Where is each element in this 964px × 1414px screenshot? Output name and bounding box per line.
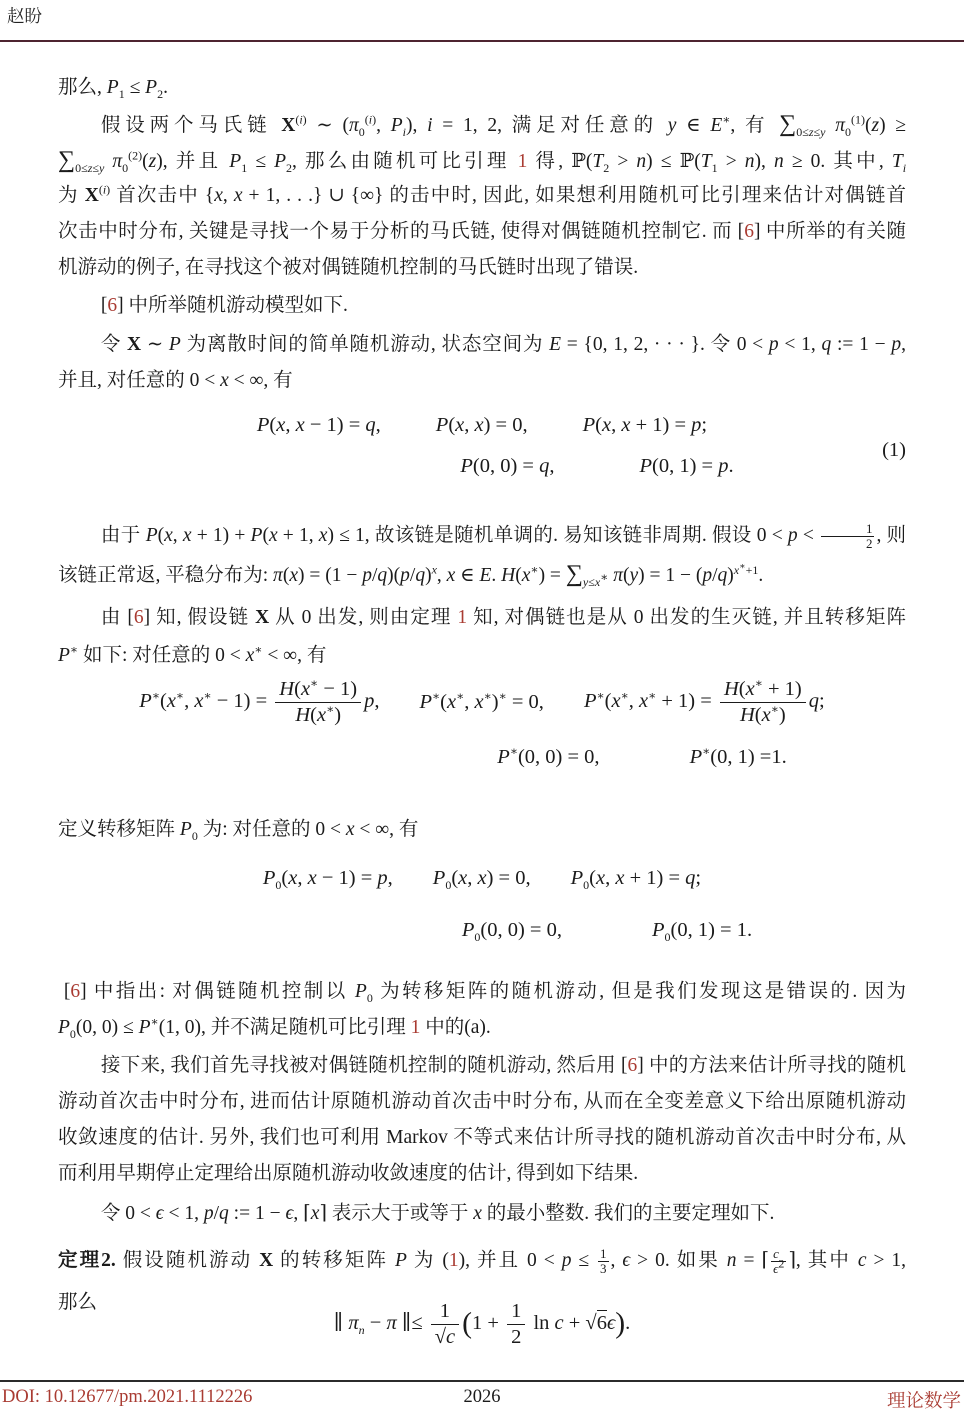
running-header-author: 赵盼: [7, 6, 42, 26]
footer-page-number: 2026: [463, 1387, 501, 1407]
citation-link[interactable]: 6: [744, 221, 754, 242]
equation-term: P∗(0, 0) = 0,: [497, 744, 600, 768]
text-line: 由于 P(x, x + 1) + P(x + 1, x) ≤ 1, 故该链是随机单调的. 易知该链非周期. 假设 0 < p < $\frac{1}{2}$ , 则: [100, 521, 907, 552]
text-line: [6] 中指出: 对偶链随机控制以 $P_0$ 为转移矩阵的随机游动, 但是我们发现这是错误的. 因为: [63, 981, 906, 1005]
header-rule: [0, 40, 964, 42]
equation-number: (1): [882, 439, 906, 462]
equation-term: $P_0(0$, 1) = 1.: [652, 918, 753, 944]
text-line: 游动首次击中时分布, 进而估计原随机游动首次击中时分布, 从而在全变差意义下给出原随机游动: [58, 1091, 906, 1112]
text-line: 令 X ∼ P 为离散时间的简单随机游动, 状态空间为 E = {0, 1, 2, · · · }. 令 0 < p < 1, q := 1 − p,: [100, 334, 907, 355]
text-line: 由 [6] 知, 假设链 X 从 0 出发, 则由定理 1 知, 对偶链也是从 0 出发的生灭链, 并且转移矩阵: [100, 607, 906, 628]
citation-link[interactable]: 6: [107, 295, 118, 316]
paragraph-define-p0: 定义转移矩阵 $P_0$ 为: 对任意的 0 < x < ∞, 有: [58, 819, 419, 843]
equation-term: $P_0(x$, x + 1) = q;: [570, 867, 702, 893]
text-line: 次击中时分布, 关键是寻找一个易于分析的马氏链, 使得对偶链随机控制它. 而 [6] 中所举的有关随: [58, 221, 906, 242]
footer-rule: [0, 1380, 964, 1382]
equation-term: P∗(x∗, x∗)∗ = 0,: [419, 688, 544, 713]
equation-row: [218, 745, 964, 771]
equation-row: [58, 866, 906, 892]
equation-row: [58, 678, 906, 727]
footer-journal-name: 理论数学: [886, 1392, 961, 1412]
text-line: 那么: [58, 1292, 98, 1313]
equation-term: P(x, x + 1) = p;: [582, 414, 708, 436]
display-equation-final: [58, 1300, 906, 1349]
display-equation-p0: [58, 866, 906, 943]
citation-link[interactable]: 6: [627, 1055, 638, 1076]
citation-link[interactable]: 1: [448, 1250, 459, 1271]
text-line: 该链正常返, 平稳分布为: $\pi(x) = (1 - p/q)(p/q)^x$, x ∈ E. $H(x^∗) = \sum_{y\le x^∗}$ $\pi(y) = 1 - (p/q)^{x^∗+1}$.: [58, 561, 764, 589]
text-line: 并且, 对任意的 0 < x < ∞, 有: [58, 370, 293, 391]
display-equation-p-star: [58, 678, 906, 771]
text-line: 为 $X^{(i)}$ 首次击中 {x, x + 1, . . .} ∪ {∞} 的击中时, 因此, 如果想利用随机可比引理来估计对偶链首: [58, 182, 906, 206]
citation-link[interactable]: 6: [70, 981, 81, 1002]
display-equation-1: [58, 413, 906, 489]
equation-row: [173, 454, 964, 480]
equation-term: P∗(0, 1) =1.: [689, 744, 787, 768]
equation-term: P(0, 0) = q,: [460, 454, 555, 477]
text-line: 定理2. 假设随机游动 X 的转移矩阵 P 为 (1), 并且 0 < p ≤ $\frac{1}{3}$ , ϵ > 0. 如果 n = ⌈ $\frac{c}{\epsilon^2}$ ⌉, 其中 c > 1,: [58, 1246, 907, 1277]
text-line: P∗ 如下: 对任意的 0 < x∗ < ∞, 有: [58, 642, 327, 666]
citation-link[interactable]: 1: [517, 151, 528, 172]
equation-term: P∗(x∗, x∗ − 1) = $\frac{H(x^∗ - 1)}{H(x^∗)}$ p,: [139, 676, 380, 726]
text-line: 假设两个马氏链 $X^{(i)}$ ∼ ($\pi_0^{(i)}$, $P_i$), i = 1, 2, 满足对任意的 y ∈ E∗, 有 $\sum_{0\le z\le y}$ $\pi_0^{(1)}(z)$ ≥: [100, 111, 907, 139]
text-line: 接下来, 我们首先寻找被对偶链随机控制的随机游动, 然后用 [6] 中的方法来估计所寻找的随机: [100, 1055, 906, 1076]
equation-row: [58, 1300, 906, 1349]
equation-term: $P_0(0$, 0) = 0,: [461, 918, 562, 944]
equation-term: P(x, x) = 0,: [435, 414, 528, 436]
text-line: $P_0(0$, 0) ≤ P∗(1, 0), 并不满足随机可比引理 1 中的(a).: [58, 1014, 491, 1041]
paragraph-epsilon-setup: 令 0 < ϵ < 1, p/q := 1 − ϵ, ⌈x⌉ 表示大于或等于 x 的最小整数. 我们的主要定理如下.: [100, 1203, 775, 1224]
equation-term: P(x, x − 1) = q,: [256, 414, 381, 436]
citation-link[interactable]: 1: [410, 1017, 421, 1038]
equation-row: [58, 413, 906, 439]
citation-link[interactable]: 6: [133, 607, 144, 628]
citation-link[interactable]: 1: [457, 607, 468, 628]
equation-term: P(0, 1) = p.: [639, 454, 734, 477]
equation-term: ∥ $\pi_n - \pi$ ∥≤ $\frac{1}{√c}$ (1 + $\frac{1}{2}$ ln c + √6ϵ).: [333, 1300, 631, 1348]
text-line: 而利用早期停止定理给出原随机游动收敛速度的估计, 得到如下结果.: [58, 1163, 639, 1184]
equation-row: [183, 918, 964, 944]
text-line: 收敛速度的估计. 另外, 我们也可利用 Markov 不等式来估计所寻找的随机游动首次击中时分布, 从: [58, 1127, 906, 1148]
equation-term: P∗(x∗, x∗ + 1) = $\frac{H(x^∗ + 1)}{H(x^∗)}$ q;: [583, 676, 825, 726]
footer-doi-link[interactable]: DOI: 10.12677/pm.2021.1112226: [2, 1387, 253, 1407]
equation-term: $P_0(x$, x − 1) = p,: [262, 867, 393, 893]
text-line: $\sum_{0\le z\le y}$ $\pi_0^{(2)}(z)$, 并且 $P_1 \le P_2$, 那么由随机可比引理 1 得, $ℙ(T_2 > n)$ ≤ $ℙ(T_1 > n)$, n ≥ 0. 其中, $T_i$: [58, 147, 907, 175]
equation-term: $P_0(x$, x) = 0,: [432, 867, 531, 893]
paragraph-conclusion-line: 那么, $P_1 \le P_2$.: [58, 77, 168, 101]
paragraph-model-intro: [6] 中所举随机游动模型如下.: [100, 295, 348, 316]
text-line: 机游动的例子, 在寻找这个被对偶链随机控制的马氏链时出现了错误.: [58, 257, 639, 278]
